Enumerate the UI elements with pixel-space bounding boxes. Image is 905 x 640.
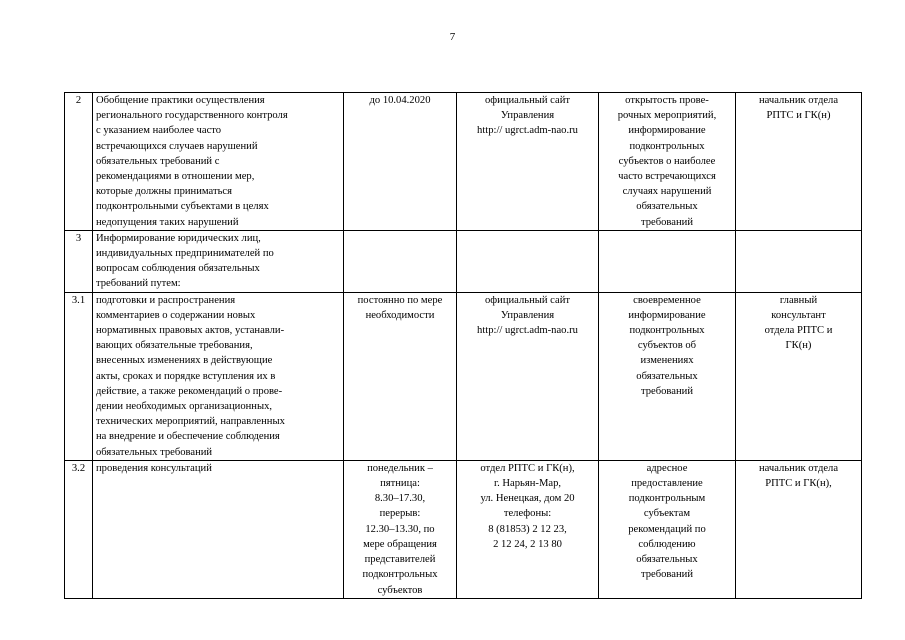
table-row-3-2	[65, 460, 862, 598]
cell-line: информирование	[628, 125, 706, 137]
cell-line: акты, сроках и порядке вступления их в	[96, 370, 276, 382]
cell-line: обязательных требований с	[96, 155, 220, 167]
cell-line: адресное	[646, 462, 688, 474]
cell-line: требований	[640, 216, 694, 228]
cell-line: главный	[779, 294, 818, 306]
result-cell	[599, 230, 736, 292]
cell-line: постоянно по мере	[357, 294, 443, 306]
cell-line: субъектов	[377, 584, 423, 596]
cell-line: 12.30–13.30, по	[365, 523, 435, 535]
cell-line: требований путем:	[96, 278, 181, 290]
cell-line: ГК(н)	[785, 340, 812, 352]
cell-line: подконтрольных	[362, 569, 438, 581]
cell-line: РПТС и ГК(н)	[766, 110, 831, 122]
cell-line: г. Нарьян-Мар,	[493, 478, 562, 490]
responsible-cell	[736, 292, 862, 460]
cell-line: нормативных правовых актов, устанавли-	[96, 325, 285, 337]
cell-line: индивидуальных предпринимателей по	[96, 248, 274, 260]
cell-line: рекомендаций по	[628, 523, 706, 535]
responsible-cell	[736, 93, 862, 231]
cell-line: Обобщение практики осуществления	[96, 95, 265, 106]
cell-line: встречающихся случаев нарушений	[96, 140, 258, 152]
cell-line: консультант	[771, 309, 826, 321]
action-cell	[93, 230, 344, 292]
cell-line: субъектам	[643, 508, 691, 520]
cell-line: обязательных требований	[96, 446, 213, 458]
row-number: 3.1	[65, 292, 93, 460]
cell-line: требований	[640, 569, 694, 581]
cell-line: своевременное	[633, 294, 701, 306]
cell-line: подконтрольных	[629, 140, 705, 152]
cell-line: с указанием наиболее часто	[96, 125, 222, 137]
cell-line: подконтрольных	[629, 325, 705, 337]
result-cell	[599, 292, 736, 460]
cell-line: подконтрольными субъектами в целях	[96, 201, 269, 213]
table-row-3-1	[65, 292, 862, 460]
cell-line: обязательных	[636, 201, 698, 213]
cell-line: перерыв:	[379, 508, 421, 520]
table-row-3	[65, 230, 862, 292]
cell-line: недопущения таких нарушений	[96, 216, 239, 228]
responsible-cell	[736, 230, 862, 292]
cell-line: начальник отдела	[758, 95, 839, 106]
cell-line: открытость прове-	[625, 95, 709, 106]
cell-line: требований	[640, 385, 694, 397]
cell-line: http:// ugrct.adm-nao.ru	[477, 325, 578, 337]
deadline-cell	[344, 292, 457, 460]
cell-line: обязательных	[636, 554, 698, 566]
cell-line: действие, а также рекомендаций о прове-	[96, 385, 283, 397]
result-cell	[599, 460, 736, 598]
measures-table	[64, 92, 862, 599]
cell-line: http:// ugrct.adm-nao.ru	[477, 125, 578, 137]
cell-line: отдела РПТС и	[764, 325, 833, 337]
method-cell	[457, 460, 599, 598]
deadline-cell	[344, 93, 457, 231]
cell-line: соблюдению	[638, 538, 696, 550]
cell-line: подконтрольным	[628, 493, 706, 505]
method-cell	[457, 292, 599, 460]
cell-line: 8.30–17.30,	[374, 493, 426, 505]
row-number: 3	[65, 230, 93, 292]
responsible-cell	[736, 460, 862, 598]
cell-line: предоставление	[631, 478, 703, 490]
cell-line: субъектов о наиболее	[618, 155, 716, 167]
cell-line: Информирование юридических лиц,	[96, 232, 261, 244]
cell-line: начальник отдела	[758, 462, 839, 474]
cell-line: Управления	[500, 309, 555, 321]
cell-line: обязательных	[636, 370, 698, 382]
cell-line: случаях нарушений	[622, 186, 712, 198]
cell-line: подготовки и распространения	[96, 294, 236, 306]
method-cell	[457, 93, 599, 231]
cell-line: до 10.04.2020	[369, 95, 431, 106]
cell-line: проведения консультаций	[96, 462, 212, 474]
cell-line: вопросам соблюдения обязательных	[96, 263, 260, 275]
cell-line: информирование	[628, 309, 706, 321]
method-cell	[457, 230, 599, 292]
cell-line: дении необходимых организационных,	[96, 401, 273, 413]
cell-line: телефоны:	[503, 508, 552, 520]
cell-line: регионального государственного контроля	[96, 110, 288, 122]
cell-line: представителей	[364, 554, 436, 566]
cell-line: вающих обязательные требования,	[96, 340, 253, 352]
cell-line: официальный сайт	[484, 294, 571, 306]
page-number: 7	[449, 31, 456, 43]
cell-line: субъектов об	[637, 340, 697, 352]
cell-line: необходимости	[365, 309, 435, 321]
cell-line: комментариев о содержании новых	[96, 309, 256, 321]
result-cell	[599, 93, 736, 231]
cell-line: рочных мероприятий,	[617, 110, 717, 122]
cell-line: внесенных изменениях в действующие	[96, 355, 273, 367]
action-cell	[93, 460, 344, 598]
cell-line: 2 12 24, 2 13 80	[493, 538, 562, 550]
cell-line: изменениях	[640, 355, 694, 367]
action-cell	[93, 93, 344, 231]
action-cell	[93, 292, 344, 460]
cell-line: отдел РПТС и ГК(н),	[480, 462, 575, 474]
deadline-cell	[344, 230, 457, 292]
cell-line: которые должны приниматься	[96, 186, 232, 198]
cell-line: часто встречающихся	[618, 171, 716, 183]
row-number: 3.2	[65, 460, 93, 598]
cell-line: 8 (81853) 2 12 23,	[488, 523, 567, 535]
cell-line: Управления	[500, 110, 555, 122]
cell-line: официальный сайт	[484, 95, 571, 106]
cell-line: мере обращения	[363, 538, 437, 550]
cell-line: РПТС и ГК(н),	[765, 478, 832, 490]
table-row-2	[65, 93, 862, 231]
cell-line: технических мероприятий, направленных	[96, 416, 285, 428]
cell-line: ул. Ненецкая, дом 20	[480, 493, 575, 505]
deadline-cell	[344, 460, 457, 598]
row-number: 2	[65, 93, 93, 231]
cell-line: пятница:	[380, 478, 420, 490]
cell-line: на внедрение и обеспечение соблюдения	[96, 431, 280, 443]
cell-line: понедельник –	[367, 462, 433, 474]
cell-line: рекомендациями в отношении мер,	[96, 171, 255, 183]
